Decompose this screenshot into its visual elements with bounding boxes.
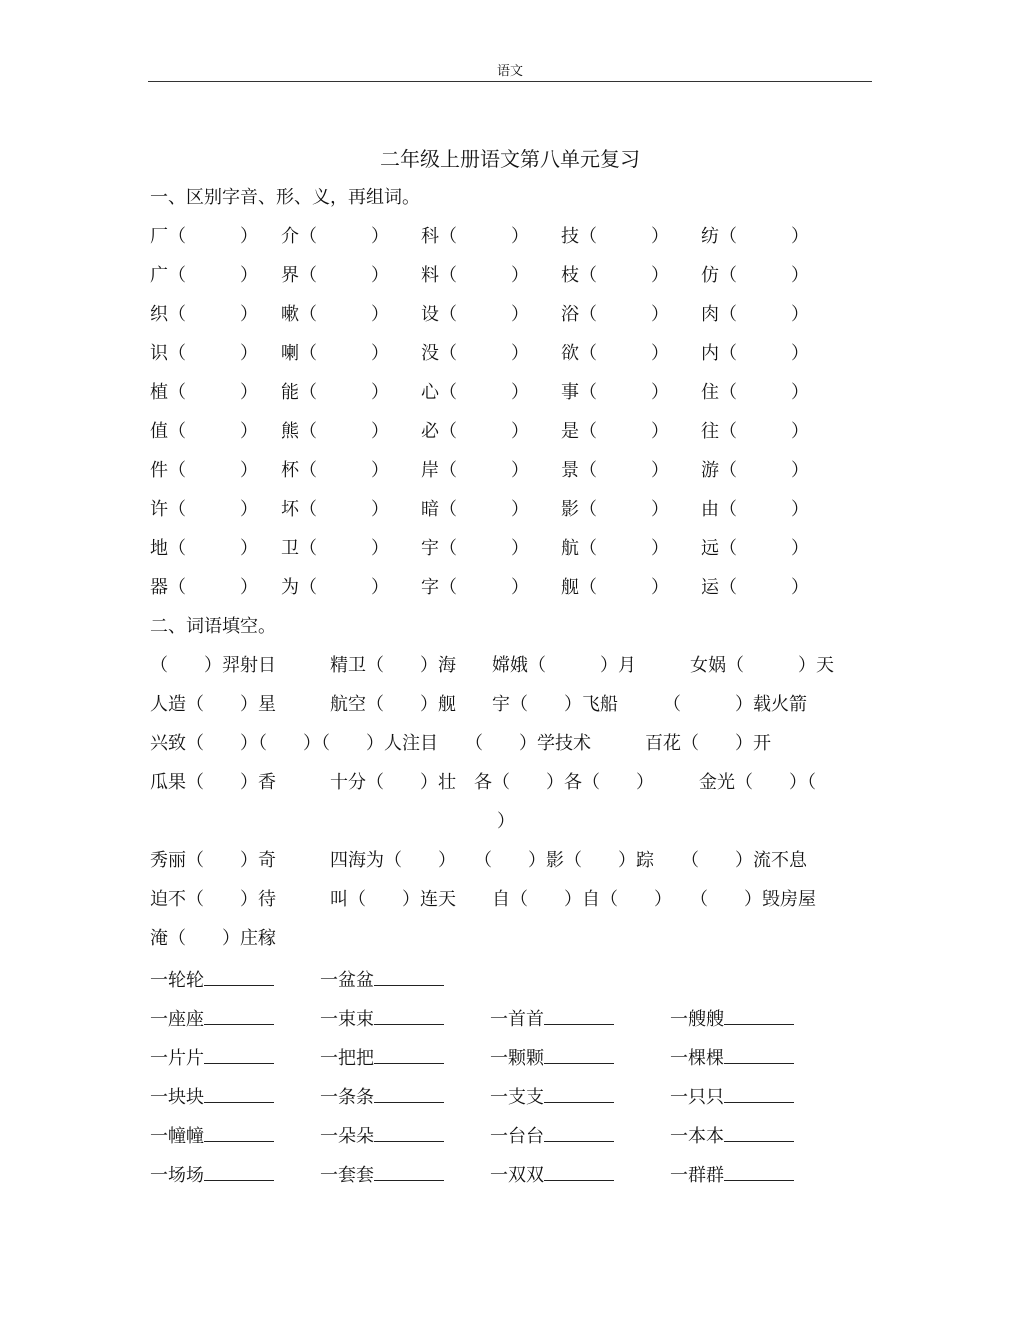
char-group-cell: 厂（ ）: [150, 226, 258, 247]
char-group-cell: 识（ ）: [150, 343, 258, 364]
measure-word-item: [490, 1006, 614, 1031]
char-group-cell: 器（ ）: [150, 577, 258, 598]
answer-blank[interactable]: [374, 1123, 444, 1142]
answer-blank[interactable]: [204, 1045, 274, 1064]
char-group-cell: 航（ ）: [561, 538, 669, 559]
char-group-cell: 嗽（ ）: [281, 304, 389, 325]
char-group-cell: 字（ ）: [421, 577, 529, 598]
char-group-cell: 纺（ ）: [701, 226, 809, 247]
measure-word: 一轮轮: [150, 970, 204, 991]
measure-word-item: [670, 1123, 794, 1148]
char-group-cell: 技（ ）: [561, 226, 669, 247]
measure-word-item: [150, 1162, 274, 1187]
measure-word: 一首首: [490, 1009, 544, 1030]
char-group-cell: 影（ ）: [561, 499, 669, 520]
measure-word: 一只只: [670, 1087, 724, 1108]
answer-blank[interactable]: [724, 1162, 794, 1181]
measure-word: 一套套: [320, 1165, 374, 1186]
answer-blank[interactable]: [374, 1162, 444, 1181]
char-group-cell: 卫（ ）: [281, 538, 389, 559]
measure-word: 一双双: [490, 1165, 544, 1186]
measure-word: 一把把: [320, 1048, 374, 1069]
char-group-cell: 为（ ）: [281, 577, 389, 598]
measure-word: 一支支: [490, 1087, 544, 1108]
answer-blank[interactable]: [374, 1045, 444, 1064]
measure-word-item: [150, 1006, 274, 1031]
answer-blank[interactable]: [374, 967, 444, 986]
fill-in-line: （ ）羿射日 精卫（ ）海 嫦娥（ ）月 女娲（ ）天: [150, 655, 834, 676]
char-group-cell: 暗（ ）: [421, 499, 529, 520]
measure-word: 一棵棵: [670, 1048, 724, 1069]
fill-in-line: 兴致（ ）（ ）（ ）人注目 （ ）学技术 百花（ ）开: [150, 733, 771, 754]
char-group-cell: 设（ ）: [421, 304, 529, 325]
section2-heading: 二、词语填空。: [150, 616, 276, 637]
measure-word: 一条条: [320, 1087, 374, 1108]
char-group-cell: 坏（ ）: [281, 499, 389, 520]
char-group-cell: 往（ ）: [701, 421, 809, 442]
char-group-cell: 杯（ ）: [281, 460, 389, 481]
char-group-cell: 是（ ）: [561, 421, 669, 442]
measure-word: 一盆盆: [320, 970, 374, 991]
char-group-cell: 地（ ）: [150, 538, 258, 559]
measure-word-item: [670, 1006, 794, 1031]
measure-word-item: [150, 1084, 274, 1109]
measure-word: 一束束: [320, 1009, 374, 1030]
char-group-cell: 心（ ）: [421, 382, 529, 403]
measure-word-item: [320, 1123, 444, 1148]
measure-word: 一台台: [490, 1126, 544, 1147]
answer-blank[interactable]: [204, 1162, 274, 1181]
char-group-cell: 喇（ ）: [281, 343, 389, 364]
measure-word: 一艘艘: [670, 1009, 724, 1030]
char-group-cell: 介（ ）: [281, 226, 389, 247]
fill-in-line: ）: [497, 811, 515, 832]
header-text: 语文: [496, 64, 523, 79]
answer-blank[interactable]: [544, 1006, 614, 1025]
char-group-cell: 肉（ ）: [701, 304, 809, 325]
char-group-cell: 内（ ）: [701, 343, 809, 364]
answer-blank[interactable]: [724, 1123, 794, 1142]
measure-word: 一块块: [150, 1087, 204, 1108]
char-group-cell: 远（ ）: [701, 538, 809, 559]
char-group-cell: 界（ ）: [281, 265, 389, 286]
char-group-cell: 浴（ ）: [561, 304, 669, 325]
fill-in-line: 人造（ ）星 航空（ ）舰 宇（ ）飞船 （ ）载火箭: [150, 694, 807, 715]
char-group-cell: 景（ ）: [561, 460, 669, 481]
char-group-cell: 岸（ ）: [421, 460, 529, 481]
answer-blank[interactable]: [374, 1006, 444, 1025]
measure-word-item: [670, 1084, 794, 1109]
answer-blank[interactable]: [544, 1045, 614, 1064]
fill-in-line: 秀丽（ ）奇 四海为（ ） （ ）影（ ）踪 （ ）流不息: [150, 850, 807, 871]
section1-heading: 一、区别字音、形、义，再组词。: [150, 187, 420, 208]
measure-word-item: [490, 1123, 614, 1148]
answer-blank[interactable]: [544, 1162, 614, 1181]
fill-in-line: 淹（ ）庄稼: [150, 928, 276, 949]
char-group-cell: 必（ ）: [421, 421, 529, 442]
measure-word-item: [320, 1006, 444, 1031]
char-group-cell: 熊（ ）: [281, 421, 389, 442]
measure-word: 一颗颗: [490, 1048, 544, 1069]
char-group-cell: 事（ ）: [561, 382, 669, 403]
measure-word-item: [320, 1162, 444, 1187]
answer-blank[interactable]: [204, 1006, 274, 1025]
char-group-cell: 仿（ ）: [701, 265, 809, 286]
char-group-cell: 游（ ）: [701, 460, 809, 481]
measure-word-item: [490, 1045, 614, 1070]
answer-blank[interactable]: [724, 1006, 794, 1025]
measure-word-item: [150, 1123, 274, 1148]
answer-blank[interactable]: [724, 1045, 794, 1064]
measure-word: 一场场: [150, 1165, 204, 1186]
char-group-cell: 欲（ ）: [561, 343, 669, 364]
measure-word: 一群群: [670, 1165, 724, 1186]
char-group-cell: 舰（ ）: [561, 577, 669, 598]
fill-in-line: 迫不（ ）待 叫（ ）连天 自（ ）自（ ） （ ）毁房屋: [150, 889, 816, 910]
answer-blank[interactable]: [204, 1084, 274, 1103]
measure-word-item: [320, 1084, 444, 1109]
measure-word-item: [320, 1045, 444, 1070]
measure-word-item: [320, 967, 444, 992]
answer-blank[interactable]: [724, 1084, 794, 1103]
measure-word: 一本本: [670, 1126, 724, 1147]
header-rule: [148, 81, 872, 82]
answer-blank[interactable]: [544, 1084, 614, 1103]
answer-blank[interactable]: [204, 1123, 274, 1142]
char-group-cell: 枝（ ）: [561, 265, 669, 286]
char-group-cell: 由（ ）: [701, 499, 809, 520]
char-group-cell: 值（ ）: [150, 421, 258, 442]
measure-word-item: [150, 1045, 274, 1070]
char-group-cell: 件（ ）: [150, 460, 258, 481]
measure-word-item: [670, 1045, 794, 1070]
measure-word-item: [490, 1162, 614, 1187]
char-group-cell: 住（ ）: [701, 382, 809, 403]
measure-word: 一朵朵: [320, 1126, 374, 1147]
answer-blank[interactable]: [544, 1123, 614, 1142]
answer-blank[interactable]: [374, 1084, 444, 1103]
char-group-cell: 植（ ）: [150, 382, 258, 403]
char-group-cell: 宇（ ）: [421, 538, 529, 559]
page-title: 二年级上册语文第八单元复习: [380, 147, 640, 171]
char-group-cell: 料（ ）: [421, 265, 529, 286]
char-group-cell: 织（ ）: [150, 304, 258, 325]
measure-word-item: [490, 1084, 614, 1109]
char-group-cell: 许（ ）: [150, 499, 258, 520]
measure-word-item: [670, 1162, 794, 1187]
fill-in-line: 瓜果（ ）香 十分（ ）壮 各（ ）各（ ） 金光（ ）（: [150, 772, 816, 793]
char-group-cell: 运（ ）: [701, 577, 809, 598]
char-group-cell: 科（ ）: [421, 226, 529, 247]
measure-word: 一幢幢: [150, 1126, 204, 1147]
char-group-cell: 广（ ）: [150, 265, 258, 286]
measure-word: 一座座: [150, 1009, 204, 1030]
char-group-cell: 没（ ）: [421, 343, 529, 364]
measure-word: 一片片: [150, 1048, 204, 1069]
answer-blank[interactable]: [204, 967, 274, 986]
measure-word-item: [150, 967, 274, 992]
char-group-cell: 能（ ）: [281, 382, 389, 403]
